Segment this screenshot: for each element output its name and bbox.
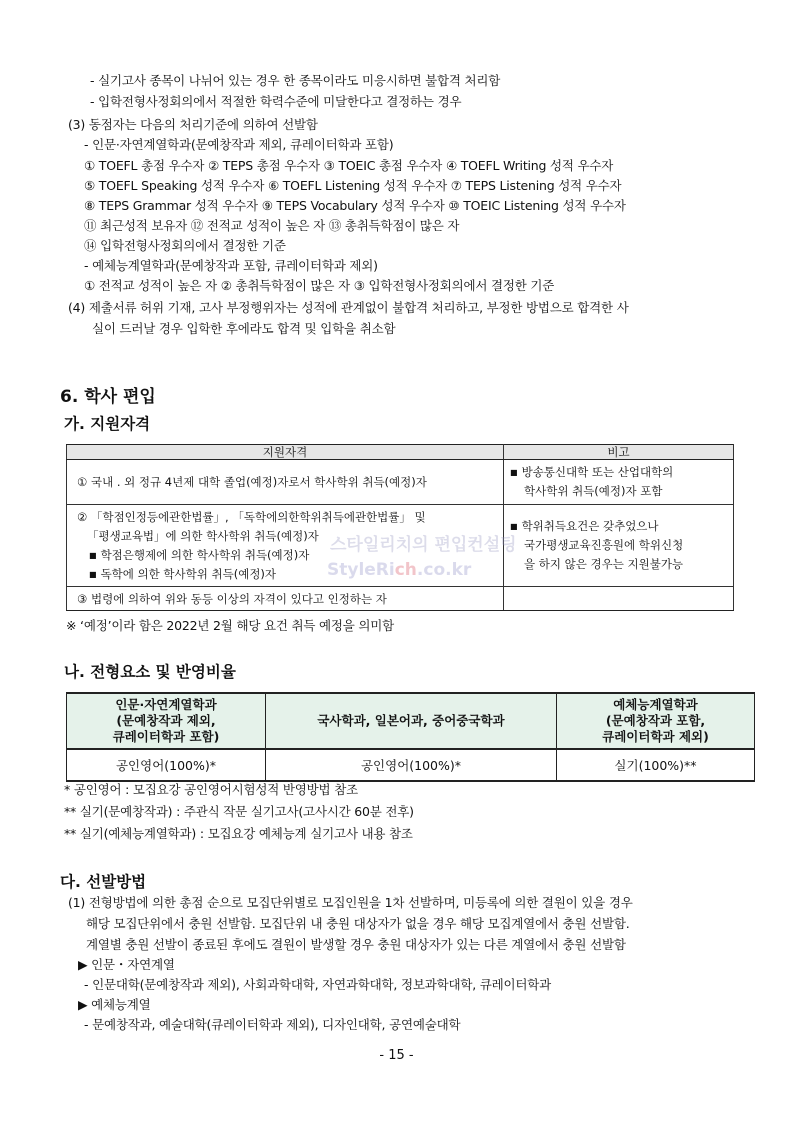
text-line: - 실기고사 종목이 나뉘어 있는 경우 한 종목이라도 미응시하면 불합격 처리함 xyxy=(90,73,501,88)
note-line: ** 실기(예체능계열학과) : 모집요강 예체능계 실기고사 내용 참조 xyxy=(64,826,413,841)
note-text: 을 하지 않은 경우는 지원불가능 xyxy=(524,557,684,571)
bullet-icon: ■ xyxy=(89,569,97,579)
table-row xyxy=(67,749,755,781)
table-row xyxy=(67,460,734,505)
table-row xyxy=(67,587,734,611)
text-line: ⑧ TEPS Grammar 성적 우수자 ⑨ TEPS Vocabulary 성적 우수자 ⑩ TOEIC Listening 성적 우수자 xyxy=(84,198,626,213)
note-text: 학위취득요건은 갖추었으나 xyxy=(521,519,659,533)
footnote: ※ ‘예정’이라 함은 2022년 2월 해당 요건 취득 예정을 의미함 xyxy=(66,618,395,633)
cell-line: 「평생교육법」에 의한 학사학위 취득(예정)자 xyxy=(87,528,319,543)
cell-line: 독학에 의한 학사학위 취득(예정)자 xyxy=(100,566,277,581)
table-cell: ① 국내 . 외 정규 4년제 대학 졸업(예정)자로서 학사학위 취득(예정)자 xyxy=(67,460,504,505)
text-line: 실이 드러날 경우 입학한 후에라도 합격 및 입학을 취소함 xyxy=(92,321,396,336)
text-line: ▶ 인문・자연계열 xyxy=(78,957,175,972)
subsection-title: 나. 전형요소 및 반영비율 xyxy=(64,663,236,681)
table-cell xyxy=(504,505,734,587)
cell-line: 학점은행제에 의한 학사학위 취득(예정)자 xyxy=(100,547,310,562)
text-line: 계열별 충원 선발이 종료된 후에도 결원이 발생할 경우 충원 대상자가 있는 다른 계열에서 충원 선발함 xyxy=(86,937,626,952)
table-cell xyxy=(504,587,734,611)
table-header-row xyxy=(67,693,755,749)
table-cell: 실기(100%)** xyxy=(557,749,755,781)
table-header: 인문·자연계열학과 (문예창작과 제외, 큐레이터학과 포함) xyxy=(67,693,266,749)
text-line: - 인문대학(문예창작과 제외), 사회과학대학, 자연과학대학, 정보과학대학, 큐레이터학과 xyxy=(84,977,552,992)
page-number: - 15 - xyxy=(379,1048,414,1063)
note-text: 국가평생교육진흥원에 학위신청 xyxy=(524,538,684,552)
text-line: 해당 모집단위에서 충원 선발함. 모집단위 내 충원 대상자가 없을 경우 해당 모집계열에서 충원 선발함. xyxy=(86,916,630,931)
text-line: ⑭ 입학전형사정회의에서 결정한 기준 xyxy=(84,238,286,253)
table-header: 예체능계열학과 (문예창작과 포함, 큐레이터학과 제외) xyxy=(557,693,755,749)
text-line: (3) 동점자는 다음의 처리기준에 의하여 선발함 xyxy=(68,117,318,132)
note-line: ** 실기(문예창작과) : 주관식 작문 실기고사(고사시간 60분 전후) xyxy=(64,804,414,819)
text-line: - 입학전형사정회의에서 적절한 학력수준에 미달한다고 결정하는 경우 xyxy=(90,94,462,109)
watermark-url: StyleRich.co.kr xyxy=(327,560,472,580)
selection-ratio-table xyxy=(66,692,755,782)
watermark: 스타일리치의 편입컨설팅 xyxy=(330,535,517,555)
text-line: - 인문·자연계열학과(문예창작과 제외, 큐레이터학과 포함) xyxy=(84,137,394,152)
bullet-icon: ■ xyxy=(510,522,518,531)
text-line: ⑪ 최근성적 보유자 ⑫ 전적교 성적이 높은 자 ⑬ 총취득학점이 많은 자 xyxy=(84,218,460,233)
table-cell: 공인영어(100%)* xyxy=(67,749,266,781)
table-header: 비고 xyxy=(504,445,734,460)
bullet-icon: ■ xyxy=(510,468,518,477)
text-line: (4) 제출서류 허위 기재, 고사 부정행위자는 성적에 관계없이 불합격 처리하고, 부정한 방법으로 합격한 사 xyxy=(68,300,629,315)
text-line: (1) 전형방법에 의한 총점 순으로 모집단위별로 모집인원을 1차 선발하며, 미등록에 의한 결원이 있을 경우 xyxy=(68,895,633,910)
text-line: ▶ 예체능계열 xyxy=(78,997,151,1012)
table-cell: ③ 법령에 의하여 위와 동등 이상의 자격이 있다고 인정하는 자 xyxy=(67,587,504,611)
table-header: 국사학과, 일본어과, 중어중국학과 xyxy=(266,693,557,749)
subsection-title: 다. 선발방법 xyxy=(60,873,147,891)
qualification-table xyxy=(66,444,734,611)
table-header: 지원자격 xyxy=(67,445,504,460)
text-line: ① TOEFL 총점 우수자 ② TEPS 총점 우수자 ③ TOEIC 총점 우수자 ④ TOEFL Writing 성적 우수자 xyxy=(84,158,614,173)
table-cell xyxy=(504,460,734,505)
text-line: ① 전적교 성적이 높은 자 ② 총취득학점이 많은 자 ③ 입학전형사정회의에서 결정한 기준 xyxy=(84,278,555,293)
cell-line: ② 「학점인정등에관한법률」, 「독학에의한학위취득에관한법률」 및 xyxy=(77,509,426,524)
section-title: 6. 학사 편입 xyxy=(60,387,156,407)
subsection-title: 가. 지원자격 xyxy=(64,415,151,433)
note-line: * 공인영어 : 모집요강 공인영어시험성적 반영방법 참조 xyxy=(64,782,358,797)
bullet-icon: ■ xyxy=(89,550,97,560)
table-cell: 공인영어(100%)* xyxy=(266,749,557,781)
text-line: ⑤ TOEFL Speaking 성적 우수자 ⑥ TOEFL Listening 성적 우수자 ⑦ TEPS Listening 성적 우수자 xyxy=(84,178,622,193)
note-text: 학사학위 취득(예정)자 포함 xyxy=(524,484,663,498)
text-line: - 문예창작과, 예술대학(큐레이터학과 제외), 디자인대학, 공연예술대학 xyxy=(84,1017,461,1032)
text-line: - 예체능계열학과(문예창작과 포함, 큐레이터학과 제외) xyxy=(84,258,378,273)
note-text: 방송통신대학 또는 산업대학의 xyxy=(521,465,674,479)
